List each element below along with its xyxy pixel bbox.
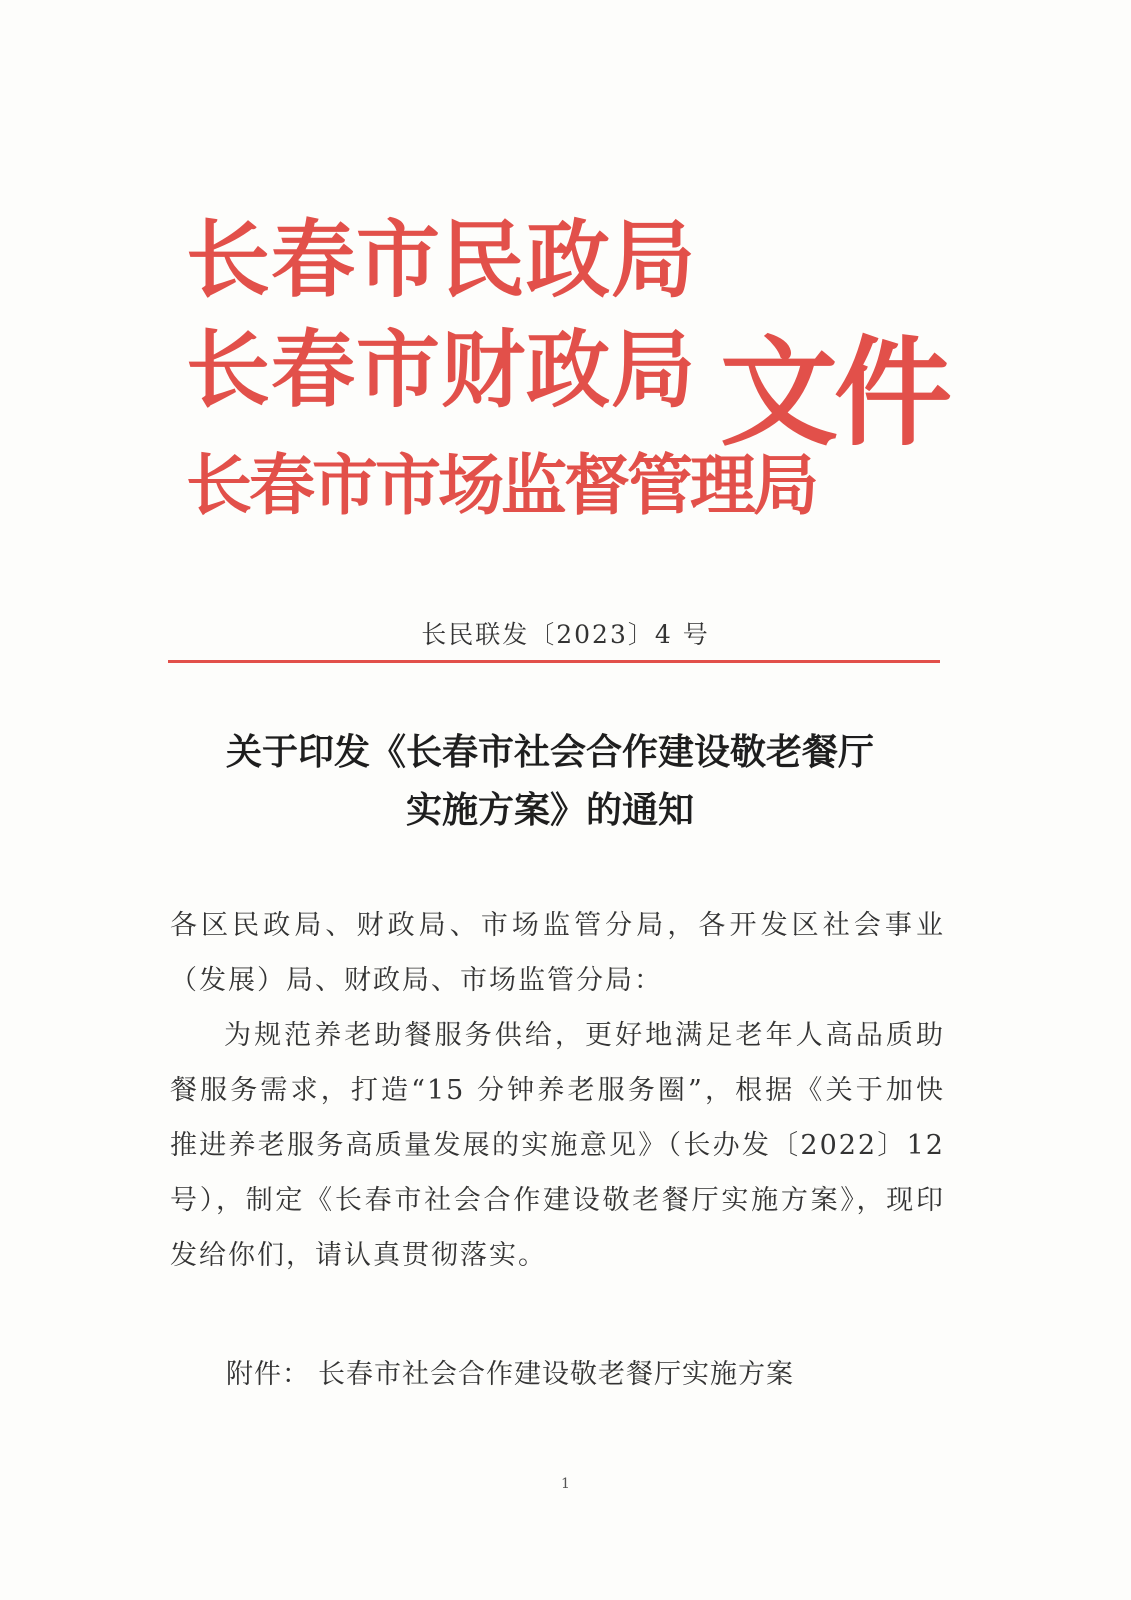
page-number: 1 <box>561 1476 570 1492</box>
notice-title-line-1: 关于印发《长春市社会合作建设敬老餐厅 <box>225 732 874 773</box>
red-divider <box>168 660 940 663</box>
attachment-title: 长春市社会合作建设敬老餐厅实施方案 <box>318 1359 794 1390</box>
issuer-civil-affairs: 长春市民政局 <box>186 211 697 309</box>
issuer-finance: 长春市财政局 <box>186 321 697 419</box>
issuer-market-regulation: 长春市市场监督管理局 <box>186 447 816 524</box>
attachment-label: 附件： <box>226 1359 310 1390</box>
body-paragraph: 为规范养老助餐服务供给，更好地满足老年人高品质助餐服务需求，打造“15 分钟养老服务圈”，根据《关于加快推进养老服务高质量发展的实施意见》（长办发〔2022〕12 号），制定《长春市社会合作建设敬老餐厅实施方案》，现印发给你们，请认真贯彻落实。 <box>170 1020 945 1271</box>
document-number: 长民联发〔2023〕4 号 <box>421 620 710 649</box>
attachment-line <box>226 1352 794 1391</box>
document-type-label: 文件 <box>720 324 949 462</box>
notice-title-line-2: 实施方案》的通知 <box>405 790 694 831</box>
addressee: 各区民政局、财政局、市场监管分局，各开发区社会事业（发展）局、财政局、市场监管分局： <box>170 910 945 996</box>
